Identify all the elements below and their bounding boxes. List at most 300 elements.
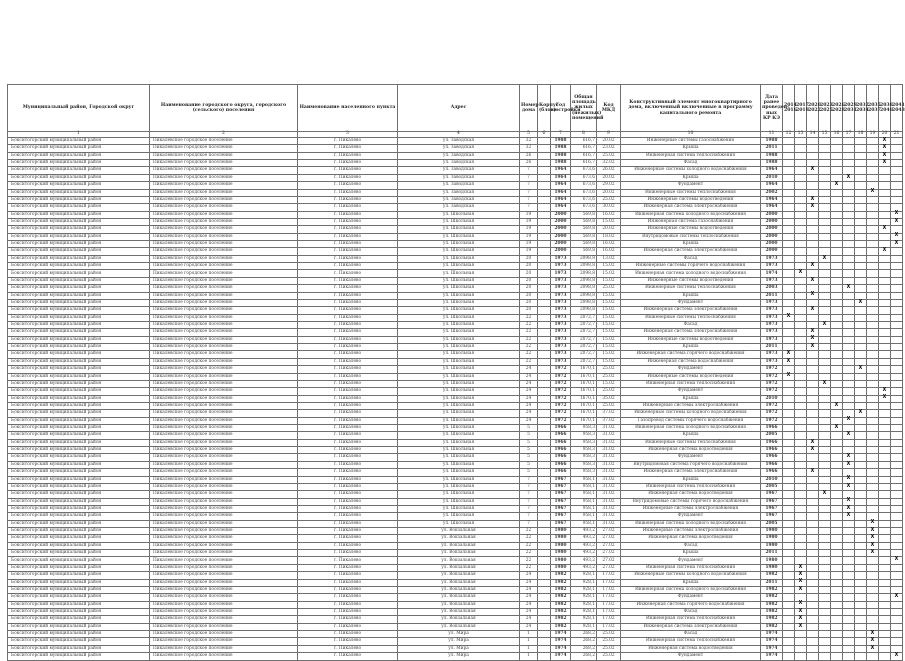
locality-cell: г. Пикалево [298,299,398,306]
mkd-code-cell: 17.02 [597,572,621,579]
previous-repair-date-cell: 1972 [761,402,783,409]
build-year-cell: 1980 [551,550,571,557]
table-row [8,167,903,174]
period-mark-cell-8 [867,182,879,189]
settlement-cell: Пикалевское городское поселение [150,402,298,409]
structural-element-cell: Инженерная система холодного водоснабжения [621,425,761,432]
period-mark-cell-1 [783,623,795,630]
district-cell: Бокситогорский муниципальный район [8,152,150,159]
period-mark-cell-10 [891,366,903,373]
period-mark-cell-8 [867,329,879,336]
build-year-cell: 1973 [551,263,571,270]
period-mark-cell-8 [867,476,879,483]
period-mark-cell-10: X [891,653,903,660]
house-number-cell: 24 [520,380,538,387]
period-mark-cell-6 [843,152,855,159]
period-mark-cell-2 [795,550,807,557]
building-block-cell [538,535,551,542]
locality-cell: г. Пикалево [298,255,398,262]
period-mark-cell-10 [891,321,903,328]
address-cell: ул. Вокзальная [398,564,520,571]
building-block-cell [538,417,551,424]
period-mark-cell-9 [879,218,891,225]
period-mark-cell-3 [807,218,819,225]
build-year-cell: 1982 [551,572,571,579]
period-mark-cell-3 [807,226,819,233]
structural-element-cell: Фундамент [621,299,761,306]
period-mark-cell-5 [831,285,843,292]
building-block-cell [538,358,551,365]
period-mark-cell-5 [831,557,843,564]
column-header-12: 2014 2016 [783,85,795,132]
period-mark-cell-7 [855,226,867,233]
period-mark-cell-6: X [843,461,855,468]
period-mark-cell-2 [795,255,807,262]
house-number-cell: 7 [520,505,538,512]
locality-cell: г. Пикалево [298,336,398,343]
build-year-cell: 1967 [551,505,571,512]
period-mark-cell-4 [819,498,831,505]
address-cell: ул. Школьная [398,380,520,387]
build-year-cell: 1966 [551,461,571,468]
house-number-cell: 7 [520,498,538,505]
period-mark-cell-2: X [795,616,807,623]
column-header-10: Конструктивный элемент многоквартирного дома, включенный включенные в программу капитального ремонта [621,85,761,132]
settlement-cell: Пикалевское городское поселение [150,594,298,601]
district-cell: Бокситогорский муниципальный район [8,498,150,505]
address-cell: ул. Заводская [398,152,520,159]
mkd-code-cell: 17.02 [597,586,621,593]
period-mark-cell-9 [879,314,891,321]
settlement-cell: Пикалевское городское поселение [150,609,298,616]
period-mark-cell-2: X [795,609,807,616]
area-cell: 493,2 [571,542,597,549]
address-cell: ул. Заводская [398,182,520,189]
mkd-code-cell: 29.02 [597,182,621,189]
period-mark-cell-4 [819,292,831,299]
period-mark-cell-7 [855,182,867,189]
structural-element-cell: Фасад [621,542,761,549]
period-mark-cell-1 [783,167,795,174]
period-mark-cell-6: X [843,476,855,483]
period-mark-cell-7 [855,152,867,159]
period-mark-cell-7 [855,483,867,490]
table-row [8,542,903,549]
previous-repair-date-cell: 2010 [761,476,783,483]
address-cell: ул. Школьная [398,410,520,417]
period-mark-cell-4 [819,616,831,623]
mkd-code-cell: 25.02 [597,653,621,660]
structural-element-cell: Инженерные системы водоотведения [621,196,761,203]
district-cell: Бокситогорский муниципальный район [8,233,150,240]
period-mark-cell-9 [879,631,891,638]
build-year-cell: 1982 [551,579,571,586]
mkd-code-cell: 25.02 [597,196,621,203]
building-block-cell [538,211,551,218]
district-cell: Бокситогорский муниципальный район [8,388,150,395]
settlement-cell: Пикалевское городское поселение [150,189,298,196]
previous-repair-date-cell: 1974 [761,653,783,660]
table-row [8,505,903,512]
period-mark-cell-3 [807,454,819,461]
area-cell: 2072,7 [571,314,597,321]
district-cell: Бокситогорский муниципальный район [8,373,150,380]
period-mark-cell-7 [855,174,867,181]
structural-element-cell: Инженерная система электроснабжения [621,307,761,314]
period-mark-cell-9 [879,579,891,586]
period-mark-cell-10 [891,351,903,358]
period-mark-cell-1 [783,653,795,660]
period-mark-cell-6 [843,623,855,630]
period-mark-cell-4 [819,329,831,336]
period-mark-cell-4 [819,469,831,476]
period-mark-cell-6 [843,211,855,218]
area-cell: 928,1 [571,594,597,601]
structural-element-cell: Инженерная система газоснабжения [621,218,761,225]
period-mark-cell-9 [879,329,891,336]
building-block-cell [538,307,551,314]
district-cell: Бокситогорский муниципальный район [8,609,150,616]
period-mark-cell-6 [843,535,855,542]
address-cell: ул. Школьная [398,344,520,351]
table-row [8,182,903,189]
house-number-cell: 22 [520,344,538,351]
period-mark-cell-6: X [843,432,855,439]
period-mark-cell-8 [867,255,879,262]
previous-repair-date-cell: 1967 [761,498,783,505]
house-number-cell: 22 [520,321,538,328]
period-mark-cell-10: X [891,233,903,240]
period-mark-cell-5 [831,152,843,159]
period-mark-cell-9 [879,623,891,630]
period-mark-cell-9 [879,447,891,454]
period-mark-cell-2 [795,344,807,351]
house-number-cell: 7 [520,182,538,189]
period-mark-cell-2 [795,285,807,292]
area-cell: 1670,1 [571,380,597,387]
locality-cell: г. Пикалево [298,196,398,203]
structural-element-cell: Фасад [621,160,761,167]
period-mark-cell-5 [831,299,843,306]
period-mark-cell-1 [783,174,795,181]
period-mark-cell-7 [855,564,867,571]
period-mark-cell-9 [879,653,891,660]
previous-repair-date-cell: 1973 [761,299,783,306]
period-mark-cell-6: X [843,417,855,424]
column-number-14: 14 [807,132,819,138]
period-mark-cell-6 [843,314,855,321]
period-mark-cell-7 [855,196,867,203]
period-mark-cell-7 [855,292,867,299]
area-cell: 2098,8 [571,307,597,314]
period-mark-cell-4 [819,152,831,159]
locality-cell: г. Пикалево [298,395,398,402]
previous-repair-date-cell: 2011 [761,145,783,152]
column-number-9: 9 [597,132,621,138]
period-mark-cell-2 [795,653,807,660]
period-mark-cell-6 [843,425,855,432]
building-block-cell [538,233,551,240]
table-row [8,586,903,593]
locality-cell: г. Пикалево [298,174,398,181]
column-number-19: 19 [867,132,879,138]
mkd-code-cell: 25.02 [597,638,621,645]
build-year-cell: 1972 [551,373,571,380]
table-row [8,373,903,380]
period-mark-cell-1 [783,564,795,571]
period-mark-cell-9: X [879,152,891,159]
previous-repair-date-cell: 2010 [761,174,783,181]
mkd-code-cell: 15.02 [597,299,621,306]
period-mark-cell-1 [783,439,795,446]
period-mark-cell-3 [807,233,819,240]
mkd-code-cell: 31.02 [597,505,621,512]
house-number-cell: 20 [520,270,538,277]
build-year-cell: 1973 [551,336,571,343]
column-header-20: 2038 2040 [879,85,891,132]
period-mark-cell-8 [867,586,879,593]
period-mark-cell-4 [819,535,831,542]
period-mark-cell-3: X [807,329,819,336]
settlement-cell: Пикалевское городское поселение [150,601,298,608]
mkd-code-cell: 25.02 [597,645,621,652]
period-mark-cell-7 [855,550,867,557]
build-year-cell: 1973 [551,292,571,299]
mkd-code-cell: 25.02 [597,402,621,409]
period-mark-cell-10 [891,616,903,623]
address-cell: ул. Школьная [398,366,520,373]
period-mark-cell-4 [819,623,831,630]
district-cell: Бокситогорский муниципальный район [8,454,150,461]
period-mark-cell-2: X [795,564,807,571]
district-cell: Бокситогорский муниципальный район [8,550,150,557]
column-number-12: 12 [783,132,795,138]
structural-element-cell: Крыша [621,476,761,483]
locality-cell: г. Пикалево [298,469,398,476]
house-number-cell: 7 [520,174,538,181]
period-mark-cell-8 [867,344,879,351]
table-row [8,292,903,299]
table-row [8,189,903,196]
mkd-code-cell: 17.02 [597,623,621,630]
period-mark-cell-4 [819,439,831,446]
period-mark-cell-8 [867,572,879,579]
period-mark-cell-6 [843,528,855,535]
period-mark-cell-8 [867,285,879,292]
period-mark-cell-3 [807,564,819,571]
settlement-cell: Пикалевское городское поселение [150,307,298,314]
period-mark-cell-4 [819,417,831,424]
area-cell: 2072,7 [571,358,597,365]
settlement-cell: Пикалевское городское поселение [150,417,298,424]
building-block-cell [538,572,551,579]
period-mark-cell-3 [807,189,819,196]
period-mark-cell-3 [807,520,819,527]
address-cell: ул. Вокзальная [398,535,520,542]
locality-cell: г. Пикалево [298,447,398,454]
period-mark-cell-3 [807,601,819,608]
building-block-cell [538,380,551,387]
period-mark-cell-10 [891,586,903,593]
build-year-cell: 1973 [551,321,571,328]
period-mark-cell-2 [795,167,807,174]
mkd-code-cell: 17.02 [597,609,621,616]
period-mark-cell-1 [783,425,795,432]
previous-repair-date-cell: 1972 [761,417,783,424]
period-mark-cell-7 [855,528,867,535]
period-mark-cell-8 [867,299,879,306]
district-cell: Бокситогорский муниципальный район [8,417,150,424]
locality-cell: г. Пикалево [298,638,398,645]
period-mark-cell-4 [819,351,831,358]
area-cell: 958,1 [571,491,597,498]
district-cell: Бокситогорский муниципальный район [8,513,150,520]
period-mark-cell-1 [783,189,795,196]
period-mark-cell-6 [843,638,855,645]
period-mark-cell-2 [795,513,807,520]
build-year-cell: 1973 [551,285,571,292]
mkd-code-cell: 15.02 [597,277,621,284]
mkd-code-cell: 16.02 [597,211,621,218]
house-number-cell: 7 [520,196,538,203]
locality-cell: г. Пикалево [298,476,398,483]
period-mark-cell-5 [831,255,843,262]
previous-repair-date-cell: 1964 [761,167,783,174]
period-mark-cell-6 [843,550,855,557]
period-mark-cell-6 [843,402,855,409]
building-block-cell [538,226,551,233]
build-year-cell: 1973 [551,277,571,284]
period-mark-cell-10: X [891,211,903,218]
column-header-6: Корпус (блок) [538,85,551,132]
period-mark-cell-2 [795,631,807,638]
previous-repair-date-cell: 2000 [761,241,783,248]
settlement-cell: Пикалевское городское поселение [150,314,298,321]
locality-cell: г. Пикалево [298,366,398,373]
period-mark-cell-4 [819,307,831,314]
building-block-cell [538,550,551,557]
district-cell: Бокситогорский муниципальный район [8,366,150,373]
period-mark-cell-3 [807,160,819,167]
period-mark-cell-5 [831,505,843,512]
period-mark-cell-3: X [807,263,819,270]
build-year-cell: 1982 [551,623,571,630]
period-mark-cell-9: X [879,138,891,145]
table-row [8,388,903,395]
period-mark-cell-2 [795,314,807,321]
mkd-code-cell: 31.02 [597,432,621,439]
address-cell: ул. Школьная [398,439,520,446]
build-year-cell: 1966 [551,425,571,432]
period-mark-cell-6 [843,609,855,616]
mkd-code-cell: 15.02 [597,329,621,336]
period-mark-cell-4: X [819,380,831,387]
build-year-cell: 1964 [551,204,571,211]
period-mark-cell-10 [891,638,903,645]
period-mark-cell-5 [831,498,843,505]
settlement-cell: Пикалевское городское поселение [150,395,298,402]
period-mark-cell-5 [831,314,843,321]
period-mark-cell-10 [891,425,903,432]
building-block-cell [538,292,551,299]
area-cell: 928,1 [571,609,597,616]
period-mark-cell-9 [879,520,891,527]
previous-repair-date-cell: 1980 [761,542,783,549]
table-row [8,321,903,328]
period-mark-cell-3 [807,248,819,255]
period-mark-cell-1 [783,528,795,535]
build-year-cell: 1974 [551,631,571,638]
table-row [8,402,903,409]
period-mark-cell-4 [819,653,831,660]
district-cell: Бокситогорский муниципальный район [8,145,150,152]
address-cell: ул. Школьная [398,469,520,476]
period-mark-cell-10 [891,380,903,387]
period-mark-cell-2 [795,233,807,240]
building-block-cell [538,189,551,196]
period-mark-cell-1 [783,263,795,270]
period-mark-cell-10: X [891,557,903,564]
area-cell: 1670,1 [571,373,597,380]
table-row [8,535,903,542]
period-mark-cell-1 [783,594,795,601]
previous-repair-date-cell: 2011 [761,292,783,299]
area-cell: 2098,8 [571,277,597,284]
mkd-code-cell: 15.02 [597,270,621,277]
period-mark-cell-7: X [855,299,867,306]
previous-repair-date-cell: 1973 [761,277,783,284]
period-mark-cell-10 [891,285,903,292]
district-cell: Бокситогорский муниципальный район [8,277,150,284]
period-mark-cell-4 [819,174,831,181]
structural-element-cell: Инженерная система электроснабжения [621,248,761,255]
mkd-code-cell: 26.02 [597,167,621,174]
period-mark-cell-8: X [867,645,879,652]
structural-element-cell: Инженерная система электроснабжения [621,204,761,211]
building-block-cell [538,609,551,616]
district-cell: Бокситогорский муниципальный район [8,226,150,233]
table-row [8,469,903,476]
mkd-code-cell: 20.02 [597,138,621,145]
period-mark-cell-4 [819,461,831,468]
area-cell: 569,8 [571,233,597,240]
period-mark-cell-1 [783,469,795,476]
previous-repair-date-cell: 1967 [761,513,783,520]
locality-cell: г. Пикалево [298,380,398,387]
house-number-cell: 22 [520,336,538,343]
house-number-cell: 20 [520,255,538,262]
table-row [8,564,903,571]
locality-cell: г. Пикалево [298,550,398,557]
address-cell: ул. Мира [398,645,520,652]
previous-repair-date-cell: 1964 [761,204,783,211]
period-mark-cell-3 [807,528,819,535]
period-mark-cell-4 [819,395,831,402]
settlement-cell: Пикалевское городское поселение [150,366,298,373]
period-mark-cell-5 [831,270,843,277]
period-mark-cell-1 [783,160,795,167]
area-cell: 958,3 [571,461,597,468]
build-year-cell: 1988 [551,138,571,145]
period-mark-cell-3 [807,373,819,380]
period-mark-cell-2 [795,351,807,358]
period-mark-cell-1 [783,152,795,159]
previous-repair-date-cell: 1966 [761,447,783,454]
district-cell: Бокситогорский муниципальный район [8,542,150,549]
previous-repair-date-cell: 2000 [761,211,783,218]
mkd-code-cell: 31.02 [597,425,621,432]
period-mark-cell-5 [831,579,843,586]
